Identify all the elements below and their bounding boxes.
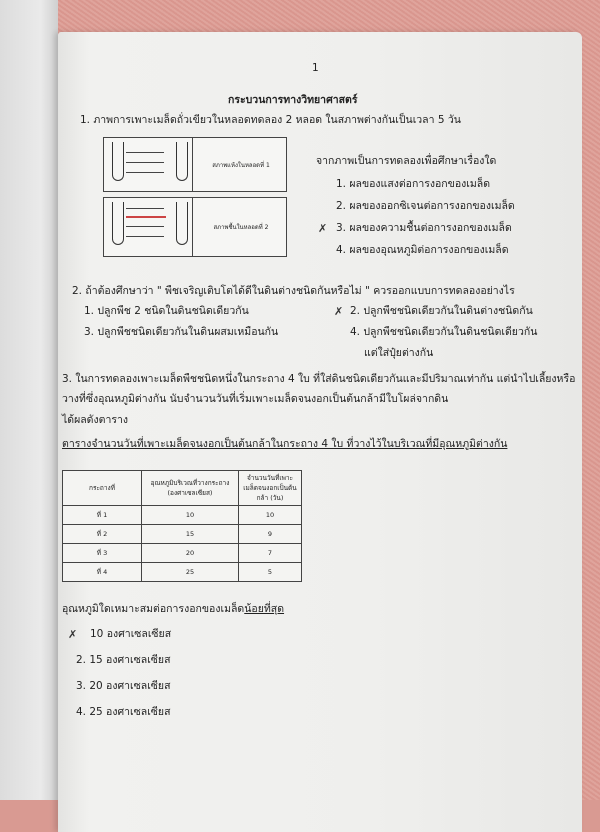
q4-option-1[interactable]: 10 องศาเซลเซียส <box>90 628 172 640</box>
q2-option-1[interactable]: 1. ปลูกพืช 2 ชนิดในดินชนิดเดียวกัน <box>84 305 249 317</box>
cell-days: 9 <box>239 525 302 544</box>
page-title: กระบวนการทางวิทยาศาสตร์ <box>228 94 358 106</box>
figure-2-label: สภาพชื้นในหลอดที่ 2 <box>213 224 269 231</box>
cell-pot: ที่ 2 <box>63 525 142 544</box>
q4-option-4[interactable]: 4. 25 องศาเซลเซียส <box>76 706 171 718</box>
table-row <box>63 563 302 582</box>
cell-temperature: 25 <box>142 563 239 582</box>
header-days: จำนวนวันที่เพาะเมล็ดจนงอกเป็นต้นกล้า (วัน) <box>239 471 302 506</box>
test-tube-icon <box>176 142 188 181</box>
pointer-line <box>126 236 164 237</box>
answer-check-mark-icon: ✗ <box>318 222 328 235</box>
q1-option-2[interactable]: 2. ผลของออกซิเจนต่อการงอกของเมล็ด <box>336 200 515 212</box>
q2-option-4[interactable]: 4. ปลูกพืชชนิดเดียวกันในดินชนิดเดียวกัน <box>350 326 538 338</box>
highlight-line <box>126 216 166 218</box>
cell-days: 5 <box>239 563 302 582</box>
cell-days: 10 <box>239 506 302 525</box>
left-page-edge <box>0 0 58 800</box>
pointer-line <box>126 208 164 209</box>
table-caption: ตารางจำนวนวันที่เพาะเมล็ดจนงอกเป็นต้นกล้าในกระถาง 4 ใบ ที่วางไว้ในบริเวณที่มีอุณหภูมิต่างกัน <box>62 438 508 450</box>
test-tube-icon <box>112 142 124 181</box>
test-tube-icon <box>176 202 188 245</box>
pointer-line <box>126 172 164 173</box>
question-4 <box>62 603 284 616</box>
header-temperature: อุณหภูมิบริเวณที่วางกระถาง (องศาเซลเซียส) <box>142 471 239 506</box>
q1-option-1[interactable]: 1. ผลของแสงต่อการงอกของเมล็ด <box>336 178 491 190</box>
table-row <box>63 506 302 525</box>
pointer-line <box>126 226 164 227</box>
question-2: 2. ถ้าต้องศึกษาว่า " พืชเจริญเติบโตได้ดีในดินต่างชนิดกันหรือไม่ " ควรออกแบบการทดลองอย่างไร <box>72 285 515 297</box>
tube-drawing <box>104 198 193 256</box>
q1-option-4[interactable]: 4. ผลของอุณหภูมิต่อการงอกของเมล็ด <box>336 244 509 256</box>
q4-option-2[interactable]: 2. 15 องศาเซลเซียส <box>76 654 171 666</box>
cell-temperature: 20 <box>142 544 239 563</box>
question-3-line-3: ได้ผลดังตาราง <box>62 414 129 426</box>
pointer-line <box>126 162 164 163</box>
pointer-line <box>126 152 164 153</box>
question-1-prompt: จากภาพเป็นการทดลองเพื่อศึกษาเรื่องใด <box>316 155 497 167</box>
question-3-line-2: วางที่ซึ่งอุณหภูมิต่างกัน นับจำนวนวันที่เริ่มเพาะเมล็ดจนงอกเป็นต้นกล้ามีใบโผล่จากดิน <box>62 393 449 405</box>
question-4-text: อุณหภูมิใดเหมาะสมต่อการงอกของเมล็ด <box>62 603 245 615</box>
cell-temperature: 10 <box>142 506 239 525</box>
table-row <box>63 525 302 544</box>
results-table <box>62 470 302 582</box>
cell-pot: ที่ 4 <box>63 563 142 582</box>
question-3-line-1: 3. ในการทดลองเพาะเมล็ดพืชชนิดหนึ่งในกระถาง 4 ใบ ที่ใส่ดินชนิดเดียวกันและมีปริมาณเท่ากัน แต่นำไปเลี้ยงหรือ <box>62 373 576 385</box>
answer-check-mark-icon: ✗ <box>68 628 78 641</box>
page-number: 1 <box>312 62 319 74</box>
q2-option-4-cont: แต่ใส่ปุ๋ยต่างกัน <box>364 347 434 359</box>
answer-check-mark-icon: ✗ <box>334 305 344 318</box>
q4-option-3[interactable]: 3. 20 องศาเซลเซียส <box>76 680 171 692</box>
q2-option-2[interactable]: 2. ปลูกพืชชนิดเดียวกันในดินต่างชนิดกัน <box>350 305 533 317</box>
tube-drawing <box>104 138 193 191</box>
question-1: 1. ภาพการเพาะเมล็ดถั่วเขียวในหลอดทดลอง 2 หลอด ในสภาพต่างกันเป็นเวลา 5 วัน <box>80 114 461 126</box>
table-header-row <box>63 471 302 506</box>
q1-option-3[interactable]: 3. ผลของความชื้นต่อการงอกของเมล็ด <box>336 222 512 234</box>
q2-option-3[interactable]: 3. ปลูกพืชชนิดเดียวกันในดินผสมเหมือนกัน <box>84 326 279 338</box>
cell-pot: ที่ 1 <box>63 506 142 525</box>
header-pot: กระถางที่ <box>63 471 142 506</box>
figure-tube-1 <box>103 137 287 192</box>
figure-tube-2 <box>103 197 287 257</box>
table-row <box>63 544 302 563</box>
question-4-emphasis: น้อยที่สุด <box>244 603 285 615</box>
test-tube-icon <box>112 202 124 245</box>
cell-days: 7 <box>239 544 302 563</box>
cell-temperature: 15 <box>142 525 239 544</box>
cell-pot: ที่ 3 <box>63 544 142 563</box>
figure-1-label: สภาพแห้งในหลอดที่ 1 <box>212 161 270 169</box>
